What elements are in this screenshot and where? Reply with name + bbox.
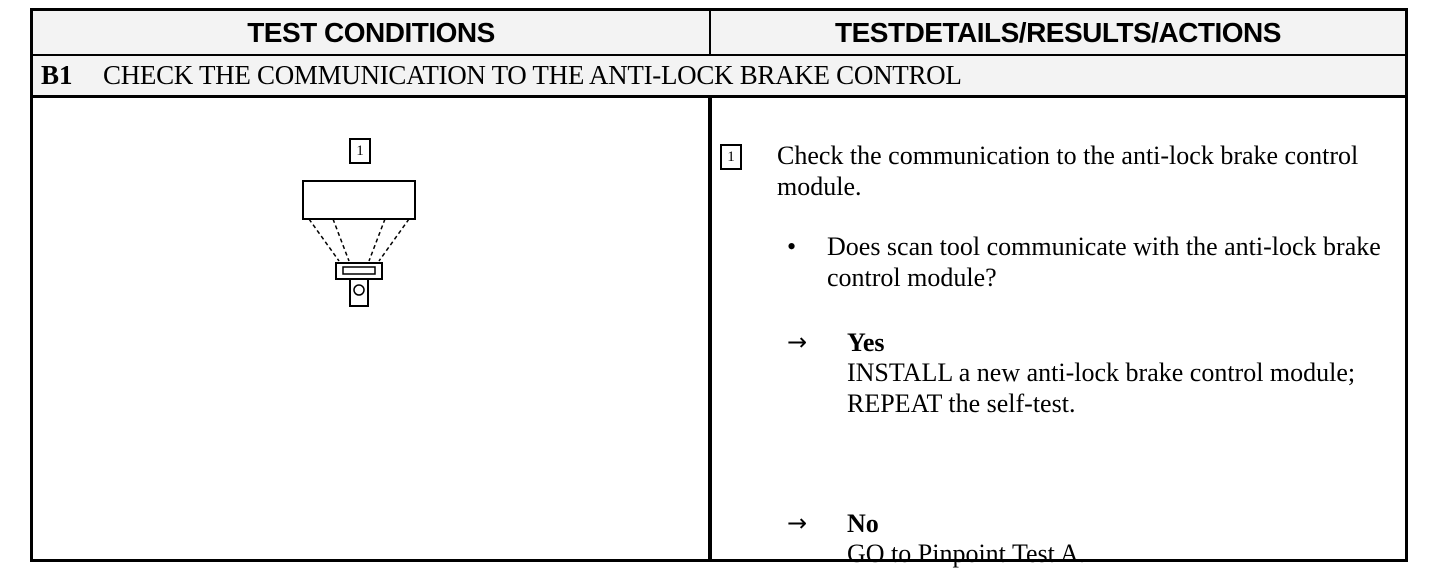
test-conditions-header: TEST CONDITIONS [247, 16, 495, 48]
yes-result-label: Yes [847, 328, 885, 357]
step-instruction: Check the communication to the anti-lock brake control module. [777, 141, 1359, 201]
yes-arrow-icon: → [787, 328, 808, 356]
yes-action-text: INSTALL a new anti-lock brake control module; REPEAT the self-test. [847, 358, 1356, 418]
no-action-text: GO to Pinpoint Test A. [847, 539, 1086, 568]
detail-step-number: 1 [720, 144, 742, 170]
question-bullet: • [787, 232, 797, 261]
diagnostic-question: Does scan tool communicate with the anti-lock brake control module? [827, 232, 1381, 292]
column-divider [708, 98, 712, 559]
section-title: CHECK THE COMMUNICATION TO THE ANTI-LOCK BRAKE CONTROL [103, 60, 962, 90]
no-arrow-icon: → [787, 509, 808, 537]
no-result-label: No [847, 509, 879, 538]
scan-tool-connected-to-module-icon [297, 177, 421, 309]
pinpoint-test-table [30, 8, 1408, 568]
table-header-row [33, 11, 1405, 56]
test-details-header: TESTDETAILS/RESULTS/ACTIONS [835, 16, 1281, 48]
section-id: B1 [41, 60, 73, 90]
section-title-row [33, 56, 1405, 98]
condition-step-number: 1 [349, 138, 371, 164]
